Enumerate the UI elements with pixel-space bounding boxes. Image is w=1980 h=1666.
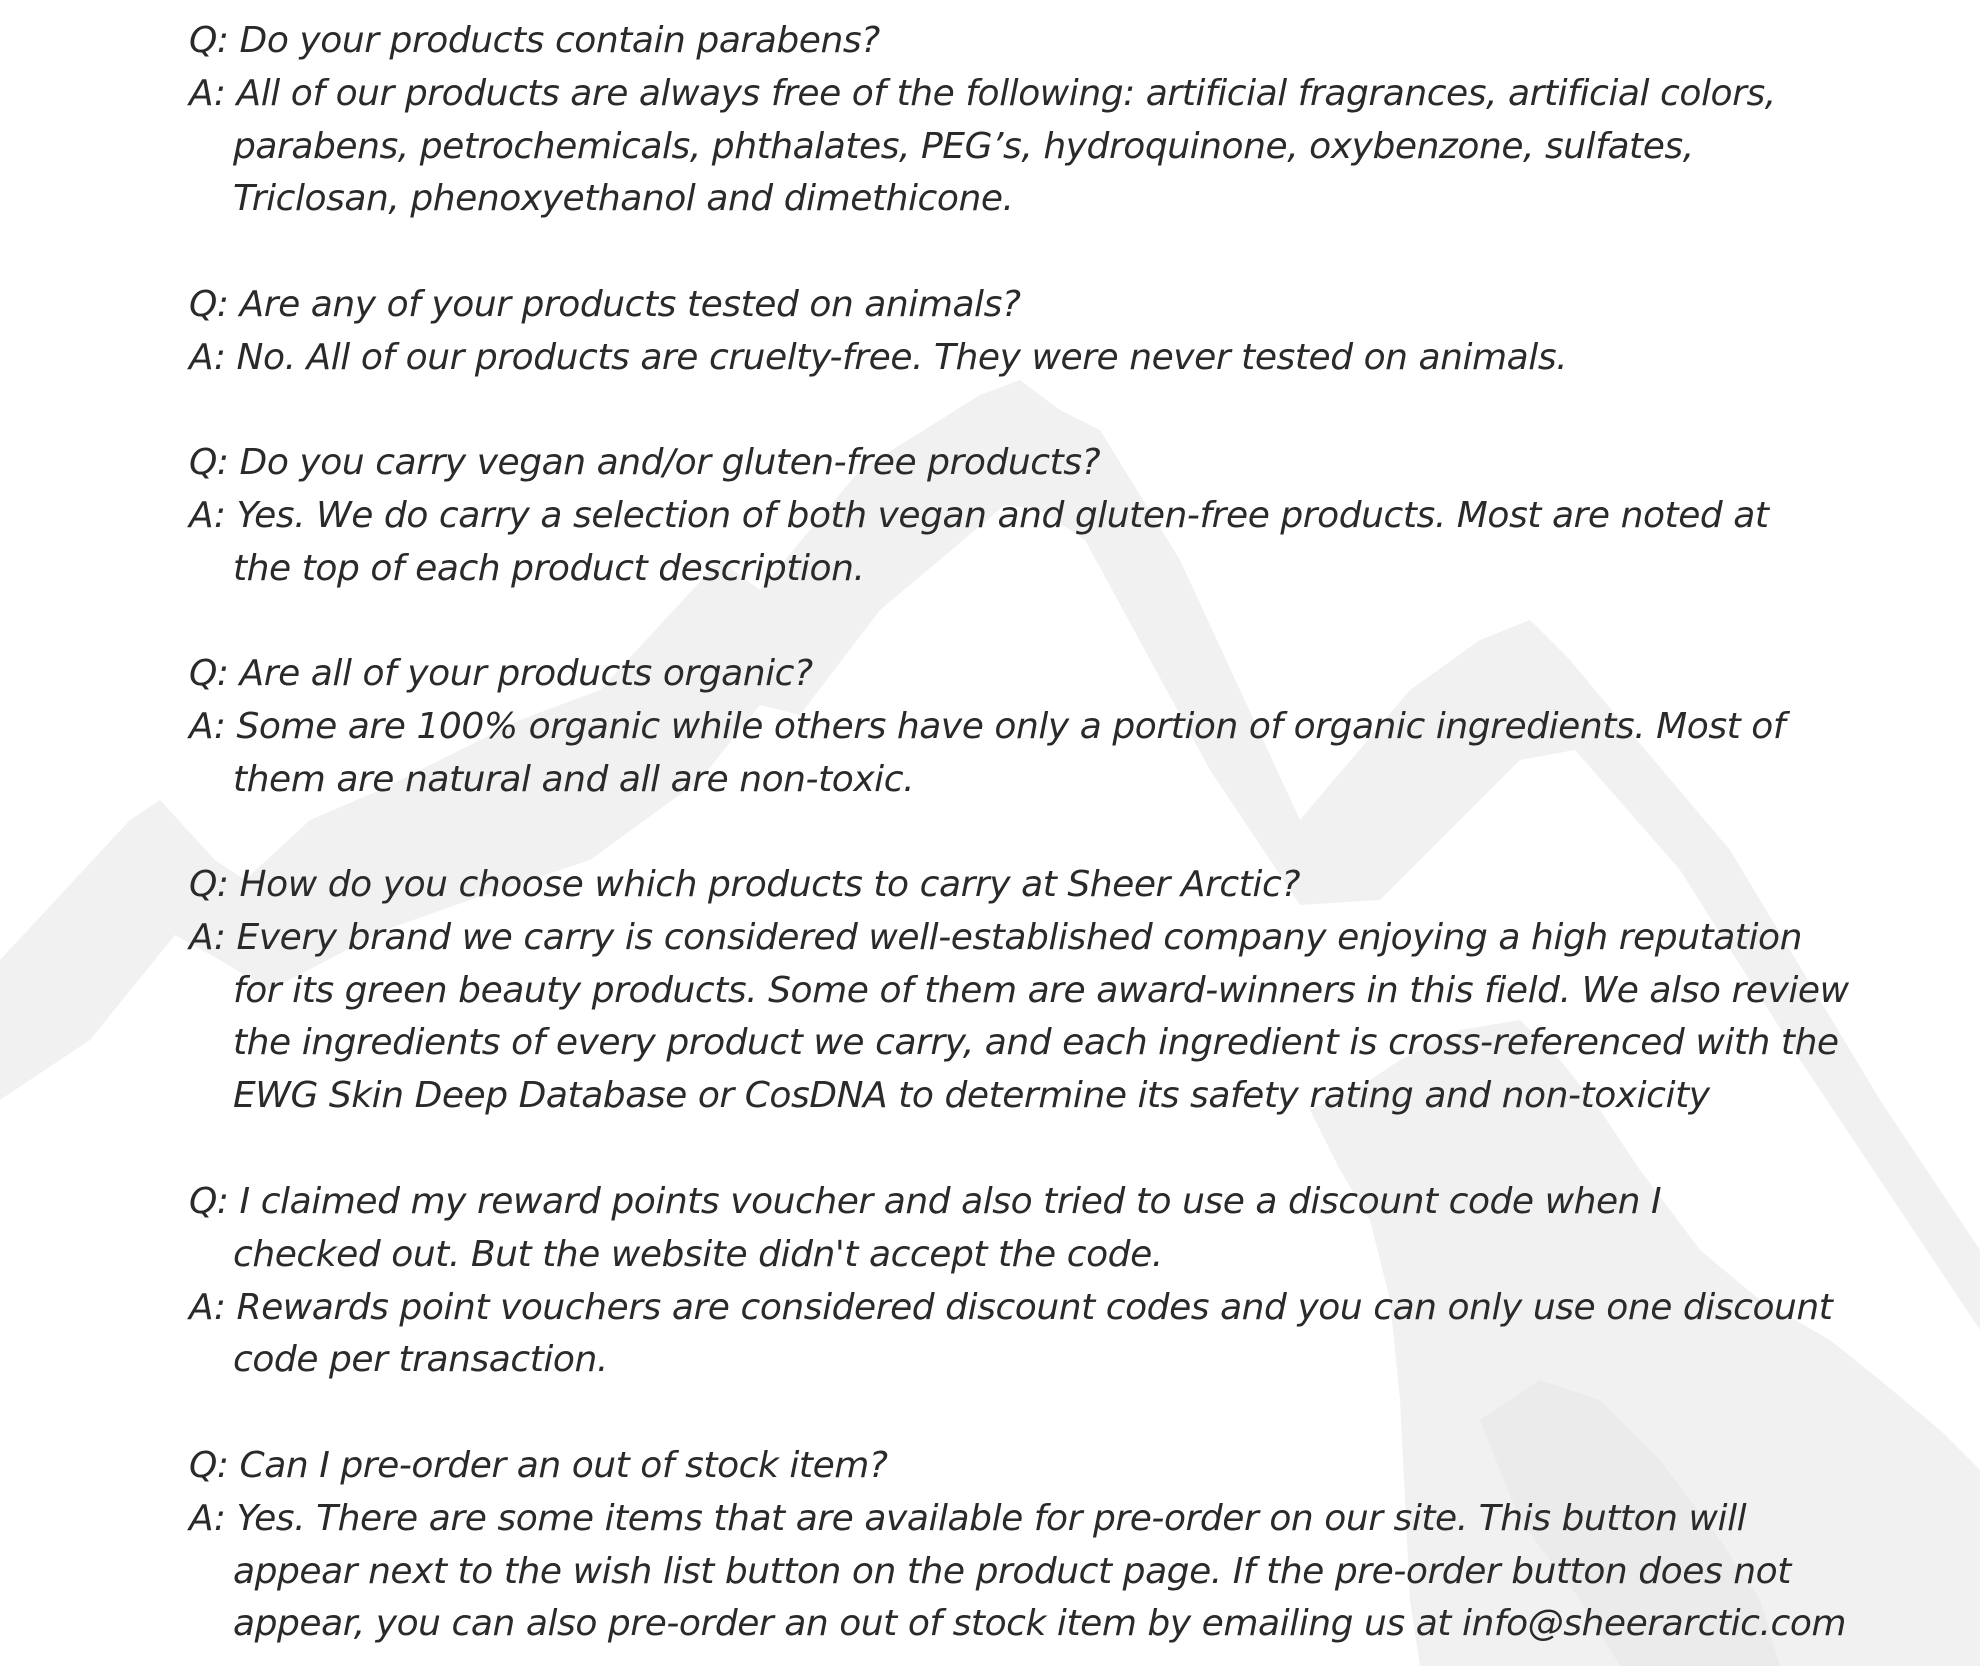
faq-answer-line: Triclosan, phenoxyethanol and dimethicone.	[233, 178, 1014, 220]
faq-question-line: Q: Are any of your products tested on animals?	[189, 284, 1021, 325]
faq-item	[189, 1176, 1909, 1387]
faq-answer-line: the top of each product description.	[233, 547, 865, 589]
faq-item	[189, 859, 1909, 1123]
faq-question-line: Q: How do you choose which products to carry at Sheer Arctic?	[189, 864, 1300, 905]
faq-answer-line: appear, you can also pre-order an out of stock item by emailing us at info@sheerarctic.com	[233, 1603, 1847, 1645]
faq-answer-line: parabens, petrochemicals, phthalates, PEG’s, hydroquinone, oxybenzone, sulfates,	[233, 125, 1694, 167]
faq-answer-line: for its green beauty products. Some of them are award-winners in this field. We also review	[233, 969, 1849, 1011]
faq-answer-line: code per transaction.	[233, 1339, 608, 1381]
faq-answer-line: A: Yes. There are some items that are available for pre-order on our site. This button will	[189, 1497, 1747, 1539]
faq-question-line: Q: Do your products contain parabens?	[189, 20, 880, 61]
faq-answer-line: EWG Skin Deep Database or CosDNA to determine its safety rating and non-toxicity	[233, 1075, 1710, 1116]
faq-question-line: Q: Do you carry vegan and/or gluten-free products?	[189, 442, 1101, 483]
faq-item	[189, 279, 1909, 385]
faq-answer-line: A: Some are 100% organic while others have only a portion of organic ingredients. Most of	[189, 705, 1786, 747]
faq-question-line: Q: Are all of your products organic?	[189, 653, 813, 694]
faq-item	[189, 15, 1909, 226]
faq-question-line: Q: I claimed my reward points voucher and also tried to use a discount code when I	[189, 1181, 1662, 1222]
faq-item	[189, 648, 1909, 806]
faq-answer-line: appear next to the wish list button on the product page. If the pre-order button does not	[233, 1550, 1791, 1592]
faq-answer-line: A: No. All of our products are cruelty-free. They were never tested on animals.	[189, 336, 1568, 378]
faq-item	[189, 1440, 1909, 1651]
faq-answer-line: A: Rewards point vouchers are considered discount codes and you can only use one discount	[189, 1286, 1833, 1328]
faq-answer-line: them are natural and all are non-toxic.	[233, 758, 915, 800]
faq-answer-line: A: All of our products are always free of the following: artificial fragrances, artificial colors,	[189, 72, 1776, 114]
faq-answer-line: the ingredients of every product we carry, and each ingredient is cross-referenced with the	[233, 1022, 1839, 1064]
faq-item	[189, 437, 1909, 595]
faq-question-line: checked out. But the website didn't accept the code.	[233, 1233, 1163, 1275]
faq-question-line: Q: Can I pre-order an out of stock item?	[189, 1445, 888, 1486]
faq-answer-line: A: Yes. We do carry a selection of both vegan and gluten-free products. Most are noted at	[189, 494, 1769, 536]
faq-answer-line: A: Every brand we carry is considered well-established company enjoying a high reputation	[189, 916, 1802, 958]
